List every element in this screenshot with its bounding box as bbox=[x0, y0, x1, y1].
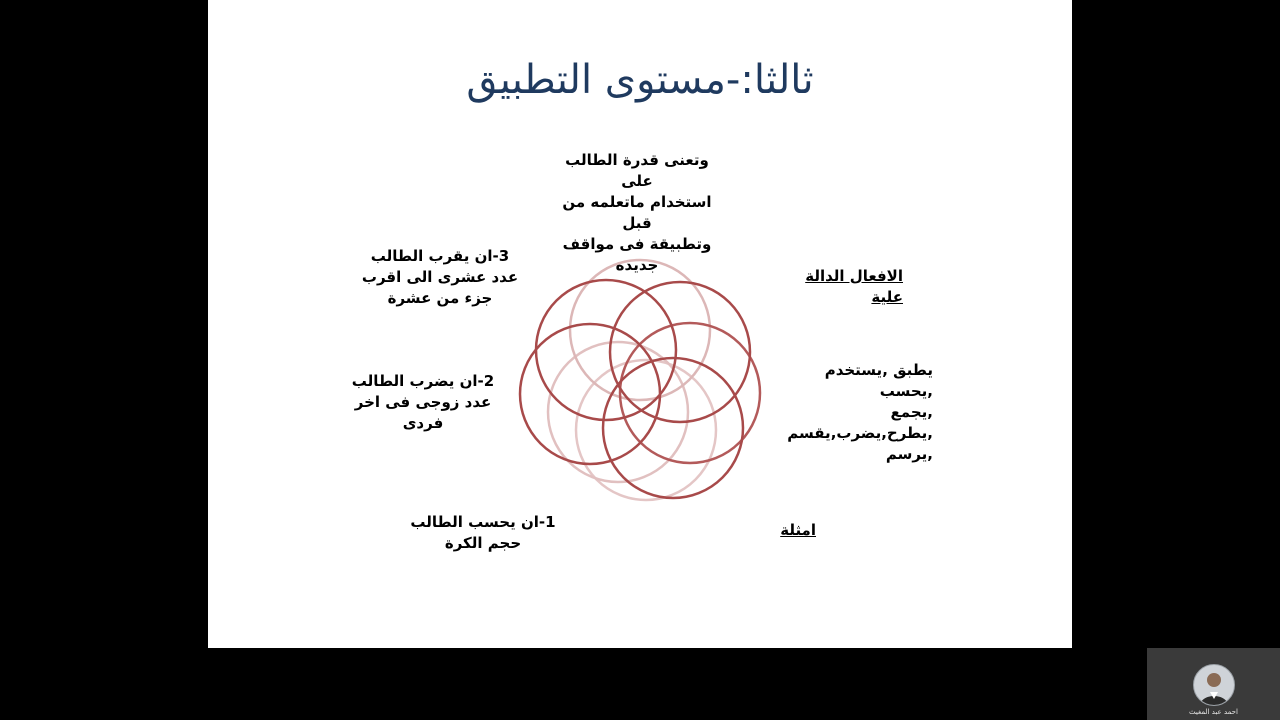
ring-upper-left bbox=[536, 280, 676, 420]
overlapping-rings-graphic bbox=[508, 250, 768, 510]
slide bbox=[208, 0, 1072, 648]
examples-label: امثلة bbox=[780, 521, 816, 539]
verbs-label: الافعال الدالة علية bbox=[805, 267, 903, 306]
verbs-list: يطبق ,يستخدم ,يحسب ,يجمع ,يطرح,يضرب,يقسم ,يرسم bbox=[787, 361, 933, 463]
ring-upper-right bbox=[610, 282, 750, 422]
person-avatar-icon bbox=[1193, 664, 1235, 706]
slide-title: ثالثا:-مستوى التطبيق bbox=[466, 57, 814, 103]
definition-text: وتعنى قدرة الطالب على استخدام ماتعلمه من قبل وتطبيقة فى مواقف جديدة bbox=[562, 151, 712, 274]
example-1: 1-ان يحسب الطالب حجم الكرة bbox=[410, 513, 556, 552]
example-3: 3-ان يقرب الطالب عدد عشرى الى اقرب جزء من عشرة bbox=[361, 247, 519, 307]
example-2: 2-ان يضرب الطالب عدد زوجى فى اخر فردى bbox=[351, 372, 495, 432]
presenter-video-tile[interactable] bbox=[1147, 648, 1280, 720]
presenter-name: احمد عبد المغيث bbox=[1189, 708, 1238, 716]
ring-left bbox=[520, 324, 660, 464]
ring-lower-right bbox=[603, 358, 743, 498]
